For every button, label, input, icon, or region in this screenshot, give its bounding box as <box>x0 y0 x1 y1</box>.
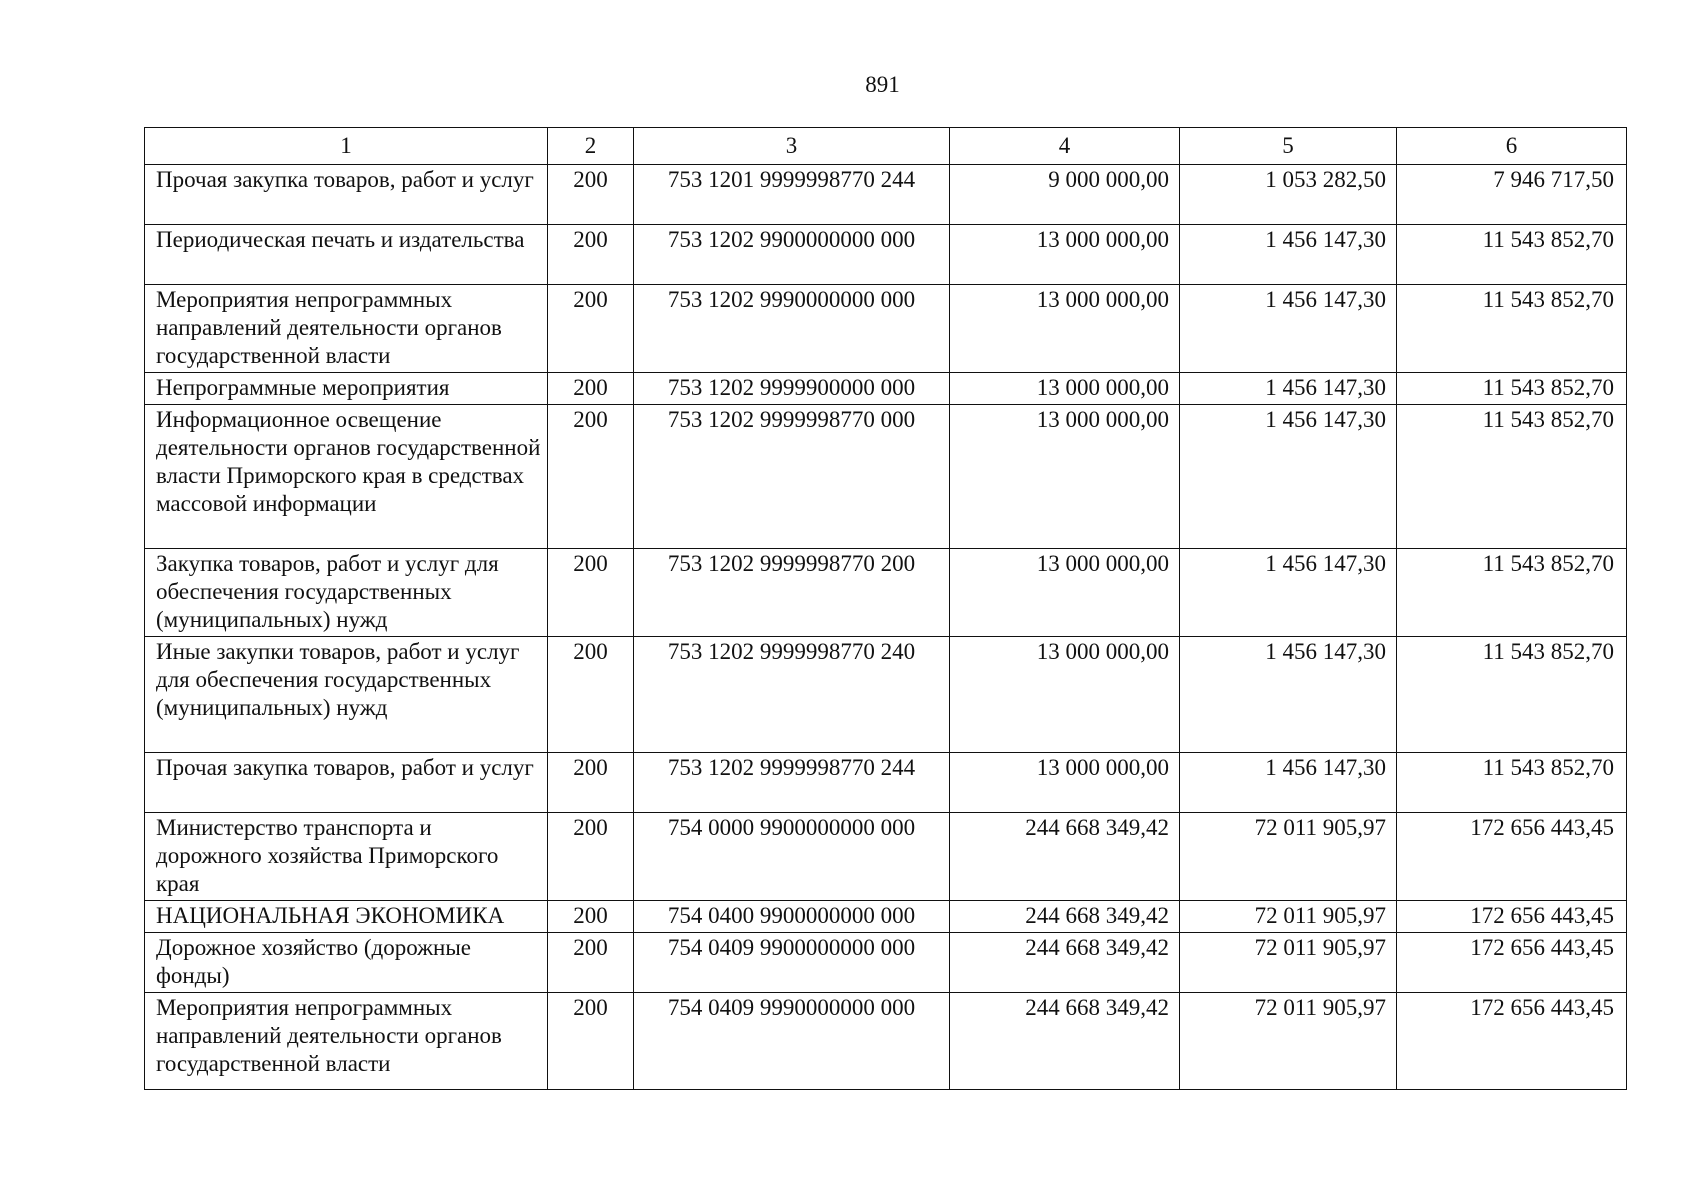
table-row <box>145 165 1627 225</box>
page-number: 891 <box>865 72 900 97</box>
executed-amount-cell: 1 456 147,30 <box>1180 225 1397 285</box>
executed-amount-cell: 72 011 905,97 <box>1180 901 1397 933</box>
classification-cell: 753 1202 9999998770 240 <box>634 637 950 753</box>
item-name-cell: Мероприятия непрограммных направлений деятельности органов государственной власти <box>145 993 548 1090</box>
column-header-1: 1 <box>145 128 548 165</box>
executed-amount-cell: 1 053 282,50 <box>1180 165 1397 225</box>
table-row <box>145 901 1627 933</box>
remaining-amount-cell: 11 543 852,70 <box>1397 753 1627 813</box>
approved-amount-cell: 13 000 000,00 <box>950 637 1180 753</box>
table-row <box>145 373 1627 405</box>
executed-amount-cell: 1 456 147,30 <box>1180 549 1397 637</box>
code-cell: 200 <box>548 901 634 933</box>
code-cell: 200 <box>548 549 634 637</box>
remaining-amount-cell: 172 656 443,45 <box>1397 813 1627 901</box>
executed-amount-cell: 1 456 147,30 <box>1180 405 1397 549</box>
table-header <box>145 128 1627 165</box>
table-row <box>145 405 1627 549</box>
item-name-cell: Прочая закупка товаров, работ и услуг <box>145 165 548 225</box>
classification-cell: 753 1202 9990000000 000 <box>634 285 950 373</box>
approved-amount-cell: 13 000 000,00 <box>950 405 1180 549</box>
table-row <box>145 549 1627 637</box>
table-row <box>145 813 1627 901</box>
approved-amount-cell: 13 000 000,00 <box>950 549 1180 637</box>
classification-cell: 754 0409 9990000000 000 <box>634 993 950 1090</box>
code-cell: 200 <box>548 405 634 549</box>
item-name-cell: Закупка товаров, работ и услуг для обеспечения государственных (муниципальных) нужд <box>145 549 548 637</box>
remaining-amount-cell: 11 543 852,70 <box>1397 405 1627 549</box>
classification-cell: 753 1202 9999998770 200 <box>634 549 950 637</box>
approved-amount-cell: 244 668 349,42 <box>950 901 1180 933</box>
table-row <box>145 285 1627 373</box>
remaining-amount-cell: 11 543 852,70 <box>1397 373 1627 405</box>
approved-amount-cell: 13 000 000,00 <box>950 225 1180 285</box>
remaining-amount-cell: 11 543 852,70 <box>1397 637 1627 753</box>
remaining-amount-cell: 11 543 852,70 <box>1397 285 1627 373</box>
remaining-amount-cell: 172 656 443,45 <box>1397 993 1627 1090</box>
remaining-amount-cell: 11 543 852,70 <box>1397 549 1627 637</box>
table-row <box>145 225 1627 285</box>
table-row <box>145 637 1627 753</box>
item-name-cell: Периодическая печать и издательства <box>145 225 548 285</box>
table-row <box>145 933 1627 993</box>
item-name-cell: Непрограммные мероприятия <box>145 373 548 405</box>
classification-cell: 753 1202 9900000000 000 <box>634 225 950 285</box>
code-cell: 200 <box>548 753 634 813</box>
code-cell: 200 <box>548 993 634 1090</box>
header-row <box>145 128 1627 165</box>
approved-amount-cell: 244 668 349,42 <box>950 813 1180 901</box>
executed-amount-cell: 72 011 905,97 <box>1180 933 1397 993</box>
approved-amount-cell: 244 668 349,42 <box>950 933 1180 993</box>
executed-amount-cell: 72 011 905,97 <box>1180 993 1397 1090</box>
item-name-cell: Мероприятия непрограммных направлений деятельности органов государственной власти <box>145 285 548 373</box>
code-cell: 200 <box>548 933 634 993</box>
item-name-cell: Информационное освещение деятельности органов государственной власти Приморского края в средствах массовой информации <box>145 405 548 549</box>
item-name-cell: Иные закупки товаров, работ и услуг для обеспечения государственных (муниципальных) нужд <box>145 637 548 753</box>
column-header-3: 3 <box>634 128 950 165</box>
remaining-amount-cell: 172 656 443,45 <box>1397 933 1627 993</box>
approved-amount-cell: 13 000 000,00 <box>950 285 1180 373</box>
executed-amount-cell: 1 456 147,30 <box>1180 373 1397 405</box>
classification-cell: 753 1202 9999998770 000 <box>634 405 950 549</box>
table-row <box>145 993 1627 1090</box>
item-name-cell: Прочая закупка товаров, работ и услуг <box>145 753 548 813</box>
remaining-amount-cell: 11 543 852,70 <box>1397 225 1627 285</box>
classification-cell: 754 0400 9900000000 000 <box>634 901 950 933</box>
approved-amount-cell: 9 000 000,00 <box>950 165 1180 225</box>
executed-amount-cell: 1 456 147,30 <box>1180 285 1397 373</box>
executed-amount-cell: 1 456 147,30 <box>1180 753 1397 813</box>
code-cell: 200 <box>548 225 634 285</box>
code-cell: 200 <box>548 373 634 405</box>
column-header-4: 4 <box>950 128 1180 165</box>
executed-amount-cell: 1 456 147,30 <box>1180 637 1397 753</box>
approved-amount-cell: 13 000 000,00 <box>950 373 1180 405</box>
classification-cell: 754 0409 9900000000 000 <box>634 933 950 993</box>
remaining-amount-cell: 7 946 717,50 <box>1397 165 1627 225</box>
column-header-6: 6 <box>1397 128 1627 165</box>
code-cell: 200 <box>548 165 634 225</box>
approved-amount-cell: 13 000 000,00 <box>950 753 1180 813</box>
classification-cell: 753 1202 9999998770 244 <box>634 753 950 813</box>
approved-amount-cell: 244 668 349,42 <box>950 993 1180 1090</box>
remaining-amount-cell: 172 656 443,45 <box>1397 901 1627 933</box>
item-name-cell: Министерство транспорта и дорожного хозяйства Приморского края <box>145 813 548 901</box>
classification-cell: 753 1201 9999998770 244 <box>634 165 950 225</box>
code-cell: 200 <box>548 637 634 753</box>
code-cell: 200 <box>548 285 634 373</box>
executed-amount-cell: 72 011 905,97 <box>1180 813 1397 901</box>
classification-cell: 754 0000 9900000000 000 <box>634 813 950 901</box>
table-row <box>145 753 1627 813</box>
classification-cell: 753 1202 9999900000 000 <box>634 373 950 405</box>
column-header-5: 5 <box>1180 128 1397 165</box>
item-name-cell: Дорожное хозяйство (дорожные фонды) <box>145 933 548 993</box>
item-name-cell: НАЦИОНАЛЬНАЯ ЭКОНОМИКА <box>145 901 548 933</box>
column-header-2: 2 <box>548 128 634 165</box>
table-body <box>145 165 1627 1090</box>
budget-table <box>144 127 1627 1090</box>
code-cell: 200 <box>548 813 634 901</box>
